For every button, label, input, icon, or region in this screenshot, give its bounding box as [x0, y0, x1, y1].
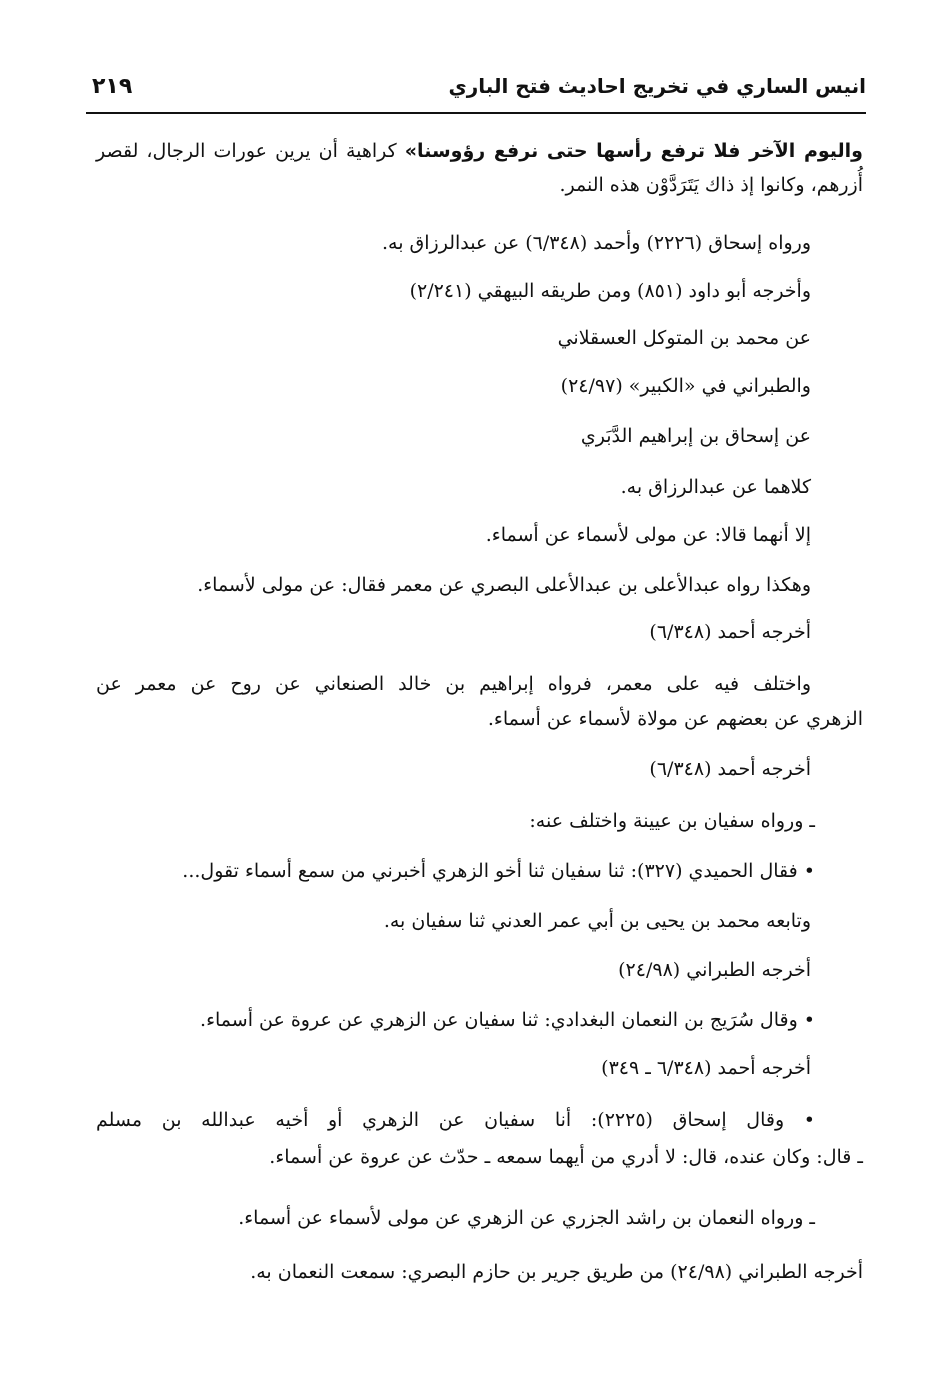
paragraph-line: أخرجه أحمد (٦/٣٤٨ ـ ٣٤٩) [601, 1057, 811, 1079]
paragraph-line: أُزرهم، وكانوا إذ ذاك يَتَرَدَّوْن هذه النمر. [559, 174, 863, 196]
paragraph-line: وتابعه محمد بن يحيى بن أبي عمر العدني ثنا سفيان به. [383, 910, 811, 932]
paragraph-line: واختلف فيه على معمر، فرواه إبراهيم بن خالد الصنعاني عن روح عن معمر عن [96, 673, 811, 695]
list-item: • فقال الحميدي (٣٢٧): ثنا سفيان ثنا أخو الزهري أخبرني من سمع أسماء تقول... [182, 860, 815, 882]
paragraph-line: أخرجه أحمد (٦/٣٤٨) [649, 758, 811, 780]
paragraph-line: ـ قال: وكان عنده، قال: لا أدري من أيهما سمعه ـ حدّث عن عروة عن أسماء. [269, 1146, 863, 1168]
running-title: انيس الساري في تخريج احاديث فتح الباري [448, 74, 866, 98]
header-divider [86, 112, 866, 114]
page-number: ٢١٩ [92, 74, 133, 99]
paragraph-line [96, 136, 863, 166]
paragraph-line: أخرجه الطبراني (٢٤/٩٨) [618, 959, 811, 981]
quoted-hadith-text: واليوم الآخر فلا ترفع رأسها حتى نرفع رؤوسنا» [404, 140, 863, 162]
page-header [86, 68, 866, 108]
paragraph-line: وهكذا رواه عبدالأعلى بن عبدالأعلى البصري عن معمر فقال: عن مولى لأسماء. [197, 574, 811, 596]
paragraph-line: الزهري عن بعضهم عن مولاة لأسماء عن أسماء. [487, 708, 863, 730]
paragraph-line: عن إسحاق بن إبراهيم الدَّبَري [580, 425, 811, 447]
paragraph-line: ـ ورواه سفيان بن عيينة واختلف عنه: [529, 810, 815, 832]
paragraph-line: أخرجه الطبراني (٢٤/٩٨) من طريق جرير بن حازم البصري: سمعت النعمان به. [250, 1261, 863, 1283]
list-item: • وقال إسحاق (٢٢٢٥): أنا سفيان عن الزهري أو أخيه عبدالله بن مسلم [96, 1109, 815, 1131]
paragraph-line: أخرجه أحمد (٦/٣٤٨) [649, 621, 811, 643]
paragraph-line: عن محمد بن المتوكل العسقلاني [557, 327, 811, 349]
paragraph-line: والطبراني في «الكبير» (٢٤/٩٧) [560, 375, 811, 397]
paragraph-line: ـ ورواه النعمان بن راشد الجزري عن الزهري عن مولى لأسماء عن أسماء. [238, 1207, 815, 1229]
paragraph-line: وأخرجه أبو داود (٨٥١) ومن طريقه البيهقي (٢/٢٤١) [409, 280, 811, 302]
paragraph-line: كلاهما عن عبدالرزاق به. [620, 476, 811, 498]
paragraph-line: ورواه إسحاق (٢٢٢٦) وأحمد (٦/٣٤٨) عن عبدالرزاق به. [381, 232, 811, 254]
text-segment: كراهية أن يرين عورات الرجال، لقصر [96, 140, 405, 162]
paragraph-line: إلا أنهما قالا: عن مولى لأسماء عن أسماء. [485, 524, 811, 546]
list-item: • وقال سُرَيج بن النعمان البغدادي: ثنا سفيان عن الزهري عن عروة عن أسماء. [200, 1009, 815, 1031]
